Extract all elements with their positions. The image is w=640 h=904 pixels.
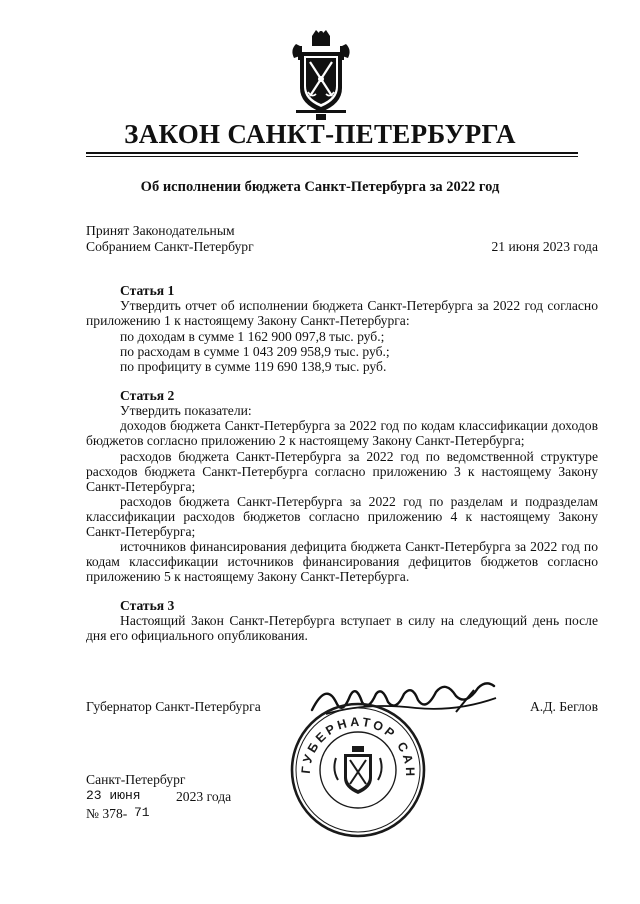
article-3-heading: Статья 3 — [120, 598, 175, 613]
adoption-line-2: Собранием Санкт-Петербург — [86, 239, 254, 254]
article-2-item-1: доходов бюджета Санкт-Петербурга за 2022 год по кодам классификации доходов бюджетов согласно приложению 2 к настоящему Закону Санкт-Петербурга; — [86, 418, 598, 449]
coat-of-arms-emblem — [286, 30, 356, 122]
article-2-item-4: источников финансирования дефицита бюджета Санкт-Петербурга за 2022 год по кодам классификации источников финансирования дефицитов бюджетов согласно приложению 5 к настоящему Закону Санкт-Петербурга. — [86, 539, 598, 585]
governor-seal — [288, 700, 428, 840]
article-2-item-3: расходов бюджета Санкт-Петербурга за 2022 год по разделам и подразделам классификации расходов бюджетов согласно приложению 4 к настоящему Закону Санкт-Петербурга; — [86, 494, 598, 540]
article-1-heading: Статья 1 — [120, 283, 175, 298]
signatory-position: Губернатор Санкт-Петербурга — [86, 699, 261, 714]
article-2-heading: Статья 2 — [120, 388, 175, 403]
footer-date-year: 2023 года — [176, 789, 232, 804]
article-1-text: Утвердить отчет об исполнении бюджета Санкт-Петербурга за 2022 год согласно приложению 1 к настоящему Закону Санкт-Петербурга: — [86, 298, 598, 329]
footer-number-value: 71 — [134, 805, 150, 820]
seal-text: ГУБЕРНАТОР САН — [298, 714, 418, 780]
title-divider-thin — [86, 156, 578, 157]
adoption-date: 21 июня 2023 года — [491, 239, 598, 254]
footer-number-prefix: № 378- — [86, 806, 128, 821]
article-1-expenses: по расходам в сумме 1 043 209 958,9 тыс. руб.; — [120, 344, 390, 359]
signatory-name: А.Д. Беглов — [529, 699, 598, 714]
footer-city: Санкт-Петербург — [86, 772, 186, 787]
law-subtitle: Об исполнении бюджета Санкт-Петербурга за 2022 год — [140, 179, 500, 195]
article-2-intro: Утвердить показатели: — [120, 403, 252, 418]
footer-date-day: 23 июня — [86, 788, 141, 803]
document-title: ЗАКОН САНКТ-ПЕТЕРБУРГА — [124, 119, 516, 149]
article-1-income: по доходам в сумме 1 162 900 097,8 тыс. руб.; — [120, 329, 385, 344]
adoption-line-1: Принят Законодательным — [86, 223, 235, 238]
article-2-item-2: расходов бюджета Санкт-Петербурга за 2022 год по ведомственной структуре расходов бюджета Санкт-Петербурга согласно приложению 3 к настоящему Закону Санкт-Петербурга; — [86, 449, 598, 495]
title-divider — [86, 152, 578, 154]
article-3-text: Настоящий Закон Санкт-Петербурга вступает в силу на следующий день после дня его официального опубликования. — [86, 613, 598, 644]
article-1-surplus: по профициту в сумме 119 690 138,9 тыс. руб. — [120, 359, 387, 374]
